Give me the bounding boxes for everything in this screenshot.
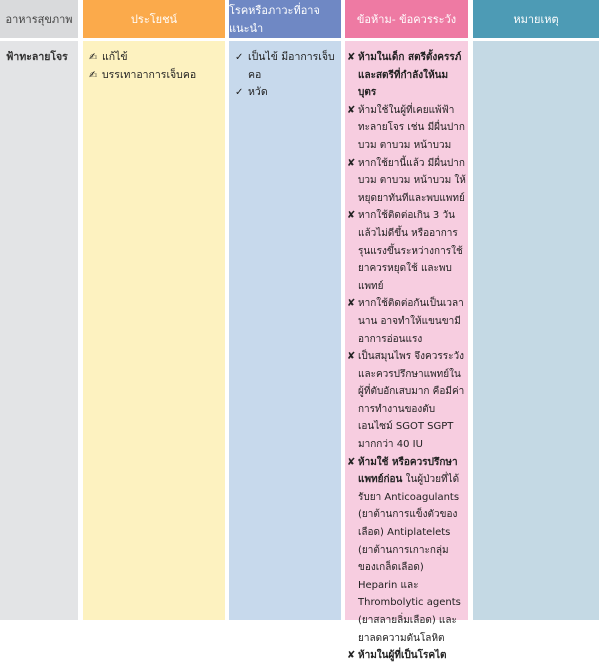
cross-icon: ✘ — [347, 650, 356, 662]
item-text: ห้ามใช้ในผู้ที่เคยแพ้ฟ้าทะลายโจร เช่น มีผื่นปากบวม ตาบวม หน้าบวม — [358, 104, 465, 151]
header-notes: หมายเหตุ — [473, 0, 599, 38]
warning-item — [347, 454, 466, 648]
header-benefits: ประโยชน์ — [83, 0, 225, 38]
cell-benefits — [83, 41, 225, 620]
cell-warnings — [345, 41, 468, 662]
pencil-icon: ✍ — [89, 69, 98, 81]
item-text-group — [358, 454, 466, 648]
header-warnings: ข้อห้าม- ข้อควรระวัง — [345, 0, 468, 38]
warning-item — [347, 295, 466, 348]
warning-item — [347, 348, 466, 454]
item-text: หากใช้ติดต่อกันเป็นเวลานาน อาจทำให้แขนขามีอาการอ่อนแรง — [358, 298, 464, 345]
benefit-item — [89, 49, 221, 67]
header-diseases: โรคหรือภาวะที่อาจแนะนำ — [229, 0, 341, 38]
item-text: แก้ไข้ — [102, 51, 128, 63]
cell-food — [0, 41, 78, 620]
item-text: ห้ามในผู้ที่เป็นโรคไต — [358, 650, 447, 662]
item-text: เป็นไข้ มีอาการเจ็บคอ — [248, 51, 335, 81]
cross-icon: ✘ — [347, 104, 356, 116]
column-food — [0, 0, 78, 620]
column-notes — [473, 0, 599, 620]
cross-icon: ✘ — [347, 298, 356, 310]
cross-icon: ✘ — [347, 157, 356, 169]
item-text: ในผู้ป่วยที่ได้รับยา Anticoagulants (ยาต้านการแข็งตัวของเลือด) Antiplatelets (ยาต้านการเกาะกลุ่มของเกล็ดเลือด) Heparin และ Thrombolytic agents (ยาสลายลิ่มเลือด) และยาลดความดันโลหิต — [358, 474, 461, 644]
cross-icon: ✘ — [347, 456, 356, 468]
cross-icon: ✘ — [347, 351, 356, 363]
item-text: หวัด — [248, 86, 268, 98]
item-bold-text: ห้ามใช้ หรือควรปรึกษาแพทย์ก่อน — [358, 456, 458, 486]
item-text: ห้ามในเด็ก สตรีตั้งครรภ์และสตรีที่กำลังให้นมบุตร — [358, 52, 462, 99]
item-text: หากใช้ติดต่อเกิน 3 วัน แล้วไม่ดีขึ้น หรืออาการรุนแรงขึ้นระหว่างการใช้ยาควรหยุดใช้ และพบแพทย์ — [358, 210, 463, 292]
cross-icon: ✘ — [347, 52, 356, 63]
item-text: เป็นสมุนไพร จึงควรระวังและควรปรึกษาแพทย์ในผู้ที่ตับอักเสบมาก คือมีค่าการทำงานของตับ เอนไซม์ SGOT SGPT มากกว่า 40 IU — [358, 351, 465, 451]
item-text: หากใช้ยานี้แล้ว มีผื่นปากบวม ตาบวม หน้าบวม ให้หยุดยาทันทีและพบแพทย์ — [358, 157, 466, 204]
column-benefits — [83, 0, 225, 620]
warning-item — [347, 102, 466, 155]
pencil-icon: ✍ — [89, 52, 98, 63]
column-warnings — [345, 0, 468, 662]
check-icon: ✓ — [235, 52, 244, 63]
warning-item — [347, 49, 466, 102]
benefit-item — [89, 67, 221, 85]
check-icon: ✓ — [235, 87, 244, 98]
disease-item — [235, 49, 337, 84]
food-name: ฟ้าทะลายโจร — [6, 51, 68, 63]
column-diseases — [229, 0, 341, 620]
cell-diseases — [229, 41, 341, 620]
item-text: บรรเทาอาการเจ็บคอ — [102, 68, 197, 81]
warning-item — [347, 647, 466, 665]
warning-item — [347, 207, 466, 295]
cross-icon: ✘ — [347, 210, 356, 222]
header-food: อาหารสุขภาพ — [0, 0, 78, 38]
cell-notes — [473, 41, 599, 620]
warning-item — [347, 155, 466, 208]
disease-item — [235, 84, 337, 102]
